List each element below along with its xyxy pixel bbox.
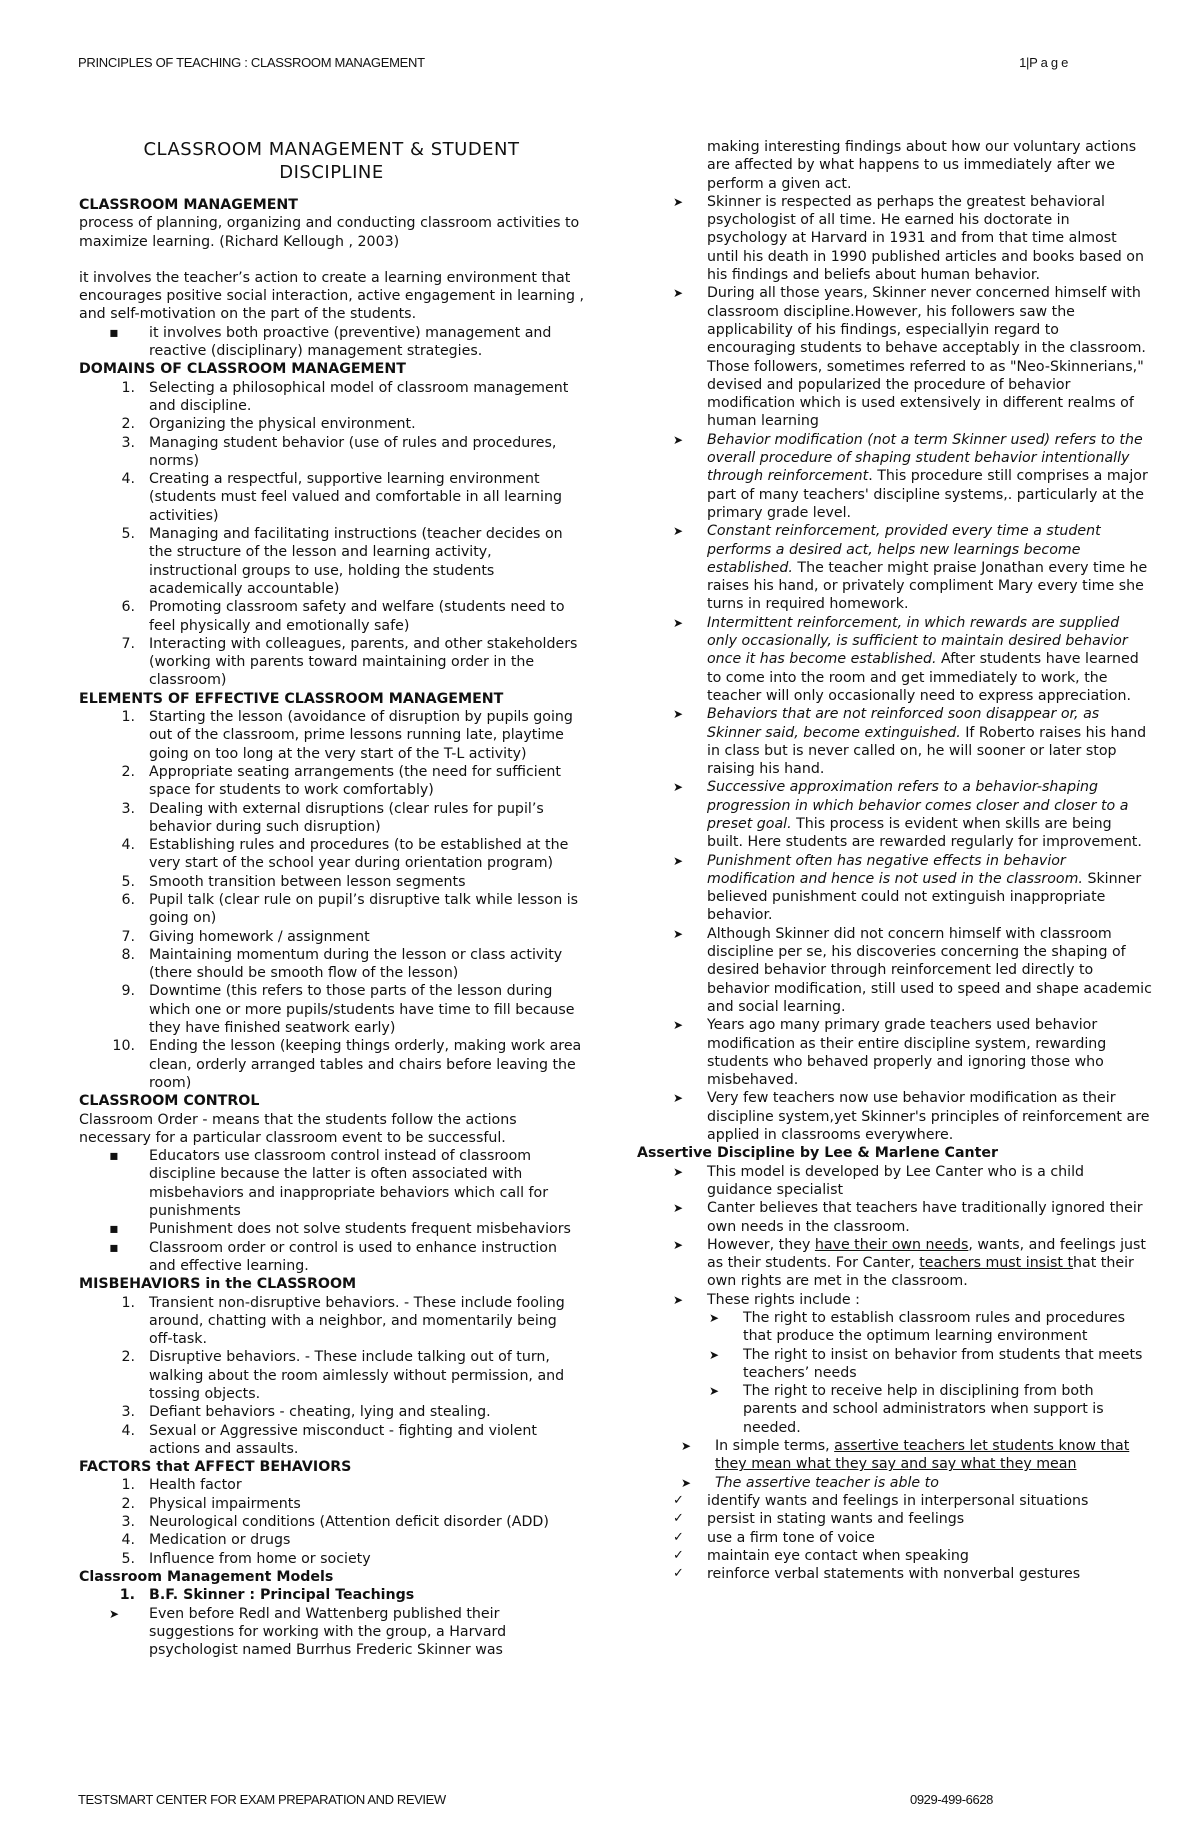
section-heading: CLASSROOM MANAGEMENT — [79, 197, 298, 213]
subsection-heading: 1. B.F. Skinner : Principal Teachings — [119, 1587, 415, 1604]
list-item: 9. Downtime (this refers to those parts of the lesson during which one or more pupils/students have time to fill because they have finished seatwork early) — [121, 983, 575, 1037]
list-item: ➤ During all those years, Skinner never concerned himself with classroom discipline.However, his followers saw the applicability of his findings, especiallyin regard to encouraging students to behave acceptably in the classroom. Those followers, sometimes referred to as "Neo-Skinnerians," devised and popularized the procedure of behavior modification which is used extensively in different realms of human learning — [673, 285, 1146, 430]
list-item: 6. Promoting classroom safety and welfare (students need to feel physically and emotionally safe) — [121, 599, 565, 634]
section-heading: ELEMENTS OF EFFECTIVE CLASSROOM MANAGEMENT — [79, 690, 504, 707]
list-item: 5. Managing and facilitating instructions (teacher decides on the structure of the lesson and learning activity, instructional groups to use, holding the students academically accountable) — [121, 526, 563, 597]
paragraph: making interesting findings about how our voluntary actions are affected by what happens to us immediately after we perform a given act. — [707, 139, 1137, 192]
list-item: 7. Giving homework / assignment — [121, 928, 370, 945]
list-item: 4. Establishing rules and procedures (to be established at the very start of the school year during orientation program) — [121, 837, 569, 872]
page-number: 1|P a g e — [1019, 55, 1068, 70]
list-item: ➤ The assertive teacher is able to — [681, 1474, 939, 1491]
list-item: 3. Neurological conditions (Attention deficit disorder (ADD) — [121, 1514, 549, 1531]
page-footer — [78, 1792, 1108, 1807]
elements-list — [79, 708, 584, 1092]
left-column — [79, 138, 584, 1659]
list-item: ➤ In simple terms, assertive teachers let students know that they mean what they say and say what they mean — [681, 1438, 1130, 1473]
list-item: ➤ Intermittent reinforcement, in which rewards are supplied only occasionally, is sufficient to maintain desired behavior once it has become established. After students have learned to come into the room and get immediately to work, the teacher will only occasionally need to express appreciation. — [673, 614, 1139, 704]
list-item: ▪ Educators use classroom control instead of classroom discipline because the latter is often associated with misbehaviors and inappropriate behaviors which call for punishments — [109, 1148, 549, 1220]
list-item: ➤ Even before Redl and Wattenberg published their suggestions for working with the group, a Harvard psychologist named Burrhus Frederic Skinner was — [109, 1605, 507, 1659]
list-item: 1. Health factor — [121, 1477, 242, 1494]
paragraph: Classroom Order - means that the students follow the actions necessary for a particular classroom event to be successful. — [79, 1111, 517, 1146]
section-heading: Classroom Management Models — [79, 1568, 334, 1585]
paragraph: process of planning, organizing and conducting classroom activities to maximize learning. (Richard Kellough , 2003) — [79, 215, 580, 250]
footer-center-name: TESTSMART CENTER FOR EXAM PREPARATION AND REVIEW — [78, 1792, 446, 1807]
section-heading: Assertive Discipline by Lee & Marlene Canter — [637, 1145, 999, 1162]
section-heading: MISBEHAVIORS in the CLASSROOM — [79, 1276, 357, 1293]
sub-list-item: ➤ The right to insist on behavior from students that meets teachers’ needs — [709, 1346, 1143, 1381]
list-item: 3. Defiant behaviors - cheating, lying and stealing. — [121, 1404, 491, 1421]
checklist-item: ✓ persist in stating wants and feelings — [673, 1511, 965, 1528]
sub-list-item: ➤ The right to establish classroom rules and procedures that produce the optimum learning environment — [709, 1310, 1126, 1345]
list-item: 4. Medication or drugs — [121, 1532, 291, 1549]
list-item: 3. Dealing with external disruptions (clear rules for pupil’s behavior during such disruption) — [121, 800, 544, 835]
sub-list-item: ➤ The right to receive help in disciplining from both parents and school administrators when support is needed. — [709, 1383, 1104, 1436]
checklist-item: ✓ reinforce verbal statements with nonverbal gestures — [673, 1566, 1081, 1583]
list-item: ➤ Punishment often has negative effects in behavior modification and hence is not used in the classroom. Skinner believed punishment could not extinguish inappropriate behavior. — [673, 852, 1142, 924]
page-header — [78, 55, 1108, 70]
header-title: PRINCIPLES OF TEACHING : CLASSROOM MANAGEMENT — [78, 55, 425, 70]
section-heading: FACTORS that AFFECT BEHAVIORS — [79, 1459, 352, 1476]
footer-phone: 0929-499-6628 — [910, 1792, 993, 1807]
section-heading: CLASSROOM CONTROL — [79, 1093, 260, 1110]
right-column — [637, 138, 1152, 1583]
list-item: 1. Starting the lesson (avoidance of disruption by pupils going out of the classroom, prime lessons running late, playtime going on too long at the very start of the T-L activity) — [121, 709, 573, 762]
paragraph: it involves the teacher’s action to create a learning environment that encourages positive social interaction, active engagement in learning , and self-motivation on the part of the students. — [79, 269, 584, 323]
list-item: 2. Organizing the physical environment. — [121, 416, 416, 433]
list-item: 5. Influence from home or society — [121, 1550, 371, 1567]
list-item: 2. Disruptive behaviors. - These include talking out of turn, walking about the room aimlessly without permission, and tossing objects. — [121, 1349, 565, 1402]
list-item: ➤ This model is developed by Lee Canter who is a child guidance specialist — [673, 1163, 1085, 1198]
list-item: ▪ Classroom order or control is used to enhance instruction and effective learning. — [109, 1239, 557, 1274]
section-heading: DOMAINS OF CLASSROOM MANAGEMENT — [79, 361, 406, 378]
checklist-item: ✓ use a firm tone of voice — [673, 1529, 875, 1546]
checklist-item: ✓ identify wants and feelings in interpersonal situations — [673, 1492, 1089, 1509]
list-item: 1. Transient non-disruptive behaviors. - These include fooling around, chatting with a neighbor, and momentarily being off-task. — [121, 1294, 565, 1348]
list-item: ➤ Canter believes that teachers have traditionally ignored their own needs in the classroom. — [673, 1200, 1143, 1235]
list-item: ➤ Very few teachers now use behavior modification as their discipline system,yet Skinner's principles of reinforcement are applied in classrooms everywhere. — [673, 1090, 1150, 1144]
list-item: 1. Selecting a philosophical model of classroom management and discipline. — [121, 379, 569, 414]
list-item: 5. Smooth transition between lesson segments — [121, 873, 466, 890]
list-item: ➤ Successive approximation refers to a behavior-shaping progression in which behavior comes closer and closer to a preset goal. This process is evident when skills are being built. Here students are rewarded regularly for improvement. — [673, 779, 1142, 851]
list-item: 6. Pupil talk (clear rule on pupil’s disruptive talk while lesson is going on) — [121, 891, 579, 927]
list-item: 4. Creating a respectful, supportive learning environment (students must feel valued and comfortable in all learning activities) — [121, 471, 562, 524]
domains-list — [79, 379, 584, 690]
list-item: ➤ Behaviors that are not reinforced soon disappear or, as Skinner said, become extinguished. If Roberto raises his hand in class but is never called on, he will sooner or later stop raising his hand. — [673, 706, 1147, 778]
list-item: 3. Managing student behavior (use of rules and procedures, norms) — [121, 434, 557, 469]
list-item: ➤ However, they have their own needs, wants, and feelings just as their students. For Canter, teachers must insist that their own rights are met in the classroom. — [673, 1236, 1146, 1290]
list-item: ➤ Behavior modification (not a term Skinner used) refers to the overall procedure of shaping student behavior intentionally through reinforcement. This procedure still comprises a major part of many teachers' discipline systems,. particularly at the primary grade level. — [673, 431, 1148, 521]
checklist-item: ✓ maintain eye contact when speaking — [673, 1547, 969, 1564]
list-item: 4. Sexual or Aggressive misconduct - fighting and violent actions and assaults. — [121, 1422, 537, 1457]
document-title: CLASSROOM MANAGEMENT & STUDENT DISCIPLINE — [143, 139, 520, 183]
list-item: ➤ Years ago many primary grade teachers used behavior modification as their entire discipline system, rewarding students who behaved properly and ignoring those who misbehaved. — [673, 1017, 1107, 1089]
list-item: ➤ Although Skinner did not concern himself with classroom discipline per se, his discoveries concerning the shaping of desired behavior through reinforcement led directly to behavior modification, still used to speed and shape academic and social learning. — [673, 925, 1152, 1015]
list-item: ▪ it involves both proactive (preventive) management and reactive (disciplinary) management strategies. — [109, 324, 552, 360]
list-item: 8. Maintaining momentum during the lesson or class activity (there should be smooth flow of the lesson) — [121, 946, 563, 982]
list-item: 2. Appropriate seating arrangements (the need for sufficient space for students to work comfortably) — [121, 763, 561, 799]
list-item: 10. Ending the lesson (keeping things orderly, making work area clean, orderly arranged tables and chairs before leaving the room) — [112, 1038, 582, 1091]
list-item: ➤ Constant reinforcement, provided every time a student performs a desired act, helps new learnings become established. The teacher might praise Jonathan every time he raises his hand, or privately compliment Mary every time she turns in required homework. — [673, 523, 1148, 613]
list-item: 2. Physical impairments — [121, 1495, 301, 1512]
list-item: ➤ These rights include : — [673, 1291, 860, 1308]
list-item: ➤ Skinner is respected as perhaps the greatest behavioral psychologist of all time. He earned his doctorate in psychology at Harvard in 1931 and from that time almost until his death in 1990 published articles and books based on his findings and beliefs about human behavior. — [673, 193, 1144, 284]
list-item: 7. Interacting with colleagues, parents, and other stakeholders (working with parents toward maintaining order in the classroom) — [121, 635, 578, 689]
list-item: ▪ Punishment does not solve students frequent misbehaviors — [109, 1221, 571, 1238]
